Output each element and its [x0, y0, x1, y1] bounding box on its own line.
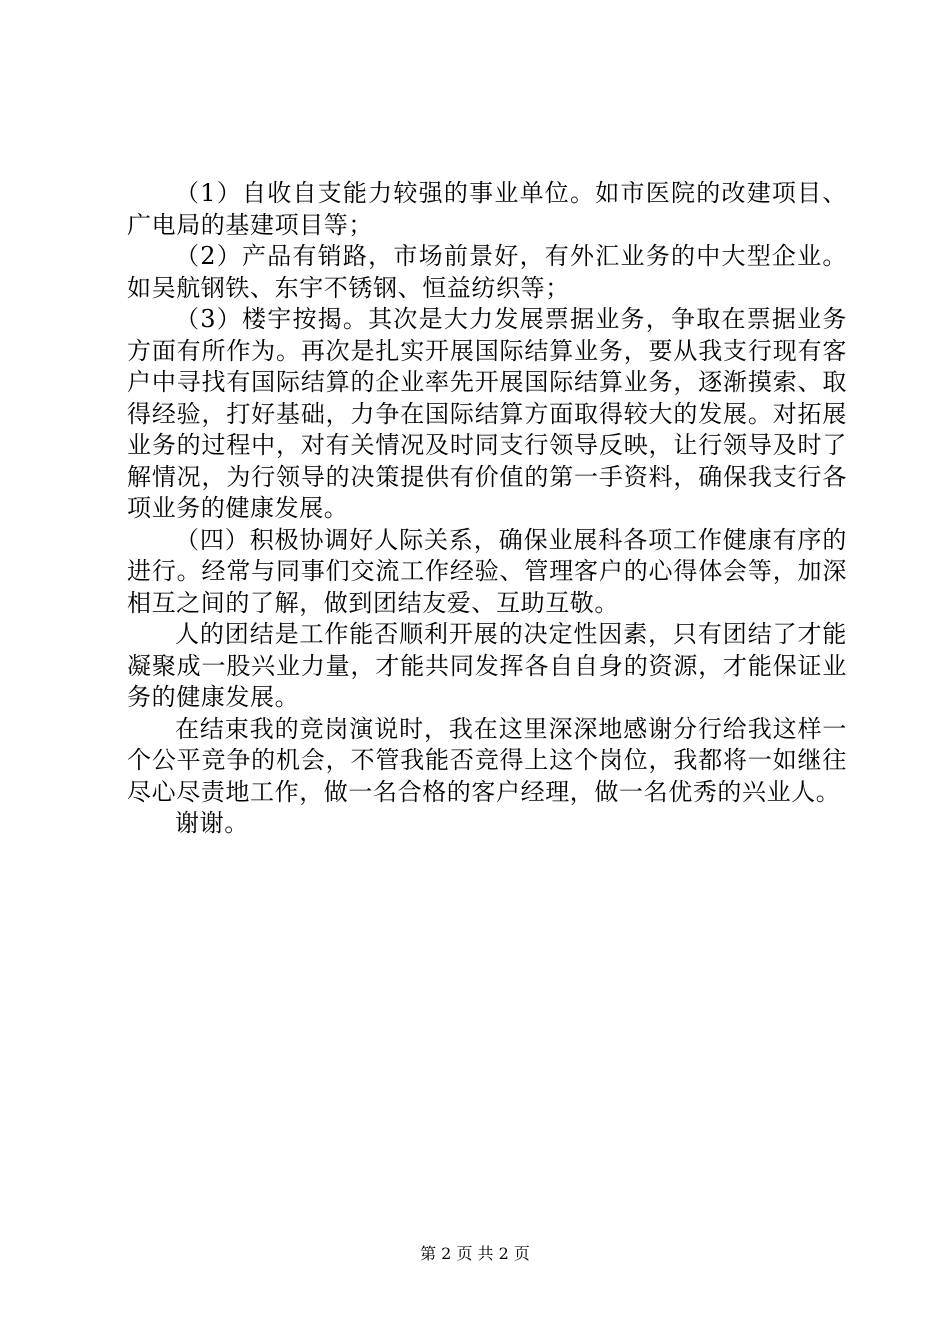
- paragraph-2: （2）产品有销路，市场前景好，有外汇业务的中大型企业。如吴航钢铁、东宇不锈钢、恒益纺织等；: [127, 242, 847, 302]
- page-footer: [0, 1244, 950, 1264]
- paragraph-1: （1）自收自支能力较强的事业单位。如市医院的改建项目、广电局的基建项目等；: [127, 179, 847, 239]
- document-body: [127, 178, 847, 840]
- paragraph-6: 在结束我的竞岗演说时，我在这里深深地感谢分行给我这样一个公平竞争的机会，不管我能否竞得上这个岗位，我都将一如继往尽心尽责地工作，做一名合格的客户经理，做一名优秀的兴业人。: [127, 714, 847, 806]
- paragraph-7: 谢谢。: [175, 809, 249, 837]
- paragraph-3: （3）楼宇按揭。其次是大力发展票据业务，争取在票据业务方面有所作为。再次是扎实开展国际结算业务，要从我支行现有客户中寻找有国际结算的企业率先开展国际结算业务，逐渐摸索、取得经验，打好基础，力争在国际结算方面取得较大的发展。对拓展业务的过程中，对有关情况及时同支行领导反映，让行领导及时了解情况，为行领导的决策提供有价值的第一手资料，确保我支行各项业务的健康发展。: [127, 305, 847, 522]
- paragraph-5: 人的团结是工作能否顺利开展的决定性因素，只有团结了才能凝聚成一股兴业力量，才能共同发挥各自自身的资源，才能保证业务的健康发展。: [127, 620, 847, 711]
- paragraph-4: （四）积极协调好人际关系，确保业展科各项工作健康有序的进行。经常与同事们交流工作经验、管理客户的心得体会等，加深相互之间的了解，做到团结友爱、互助互敬。: [127, 525, 847, 617]
- page-number-label: 第 2 页 共 2 页: [420, 1244, 530, 1263]
